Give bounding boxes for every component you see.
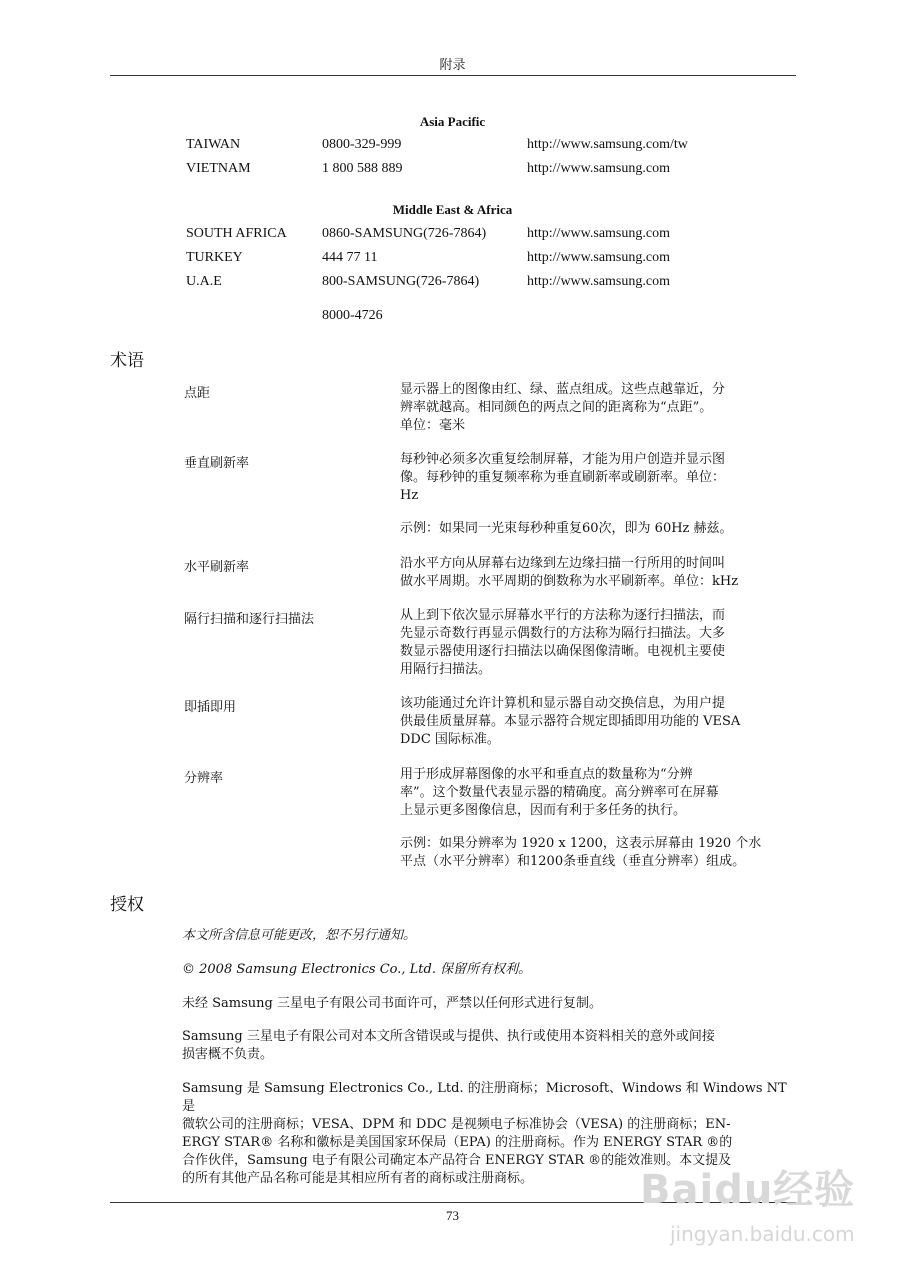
page-header-title: 附录 bbox=[439, 58, 466, 73]
section-heading-glossary: 术语 bbox=[110, 351, 144, 371]
license-notice: 本文所含信息可能更改，恕不另行通知。 bbox=[182, 928, 417, 943]
contact-country: TAIWAN bbox=[186, 137, 241, 152]
definition-line: DDC 国际标准。 bbox=[400, 732, 500, 747]
definition-line: 显示器上的图像由红、绿、蓝点组成。这些点越靠近，分 bbox=[400, 382, 726, 397]
contact-row bbox=[186, 274, 806, 296]
glossary-example bbox=[400, 835, 800, 871]
example-line: 示例：如果同一光束每秒种重复60次，即为 60Hz 赫兹。 bbox=[400, 521, 733, 536]
header-rule bbox=[110, 75, 796, 76]
page-number: 73 bbox=[446, 1208, 459, 1223]
paragraph-line: Samsung 三星电子有限公司对本文所含错误或与提供、执行或使用本资料相关的意外或间接 bbox=[182, 1029, 715, 1044]
glossary-definition bbox=[400, 381, 800, 435]
definition-line: 用于形成屏幕图像的水平和垂直点的数量称为“分辨 bbox=[400, 767, 693, 782]
definition-line: 该功能通过允许计算机和显示器自动交换信息，为用户提 bbox=[400, 696, 726, 711]
definition-line: 单位：毫米 bbox=[400, 418, 466, 433]
definition-line: 每秒钟必须多次重复绘制屏幕，才能为用户创造并显示图 bbox=[400, 452, 726, 467]
contact-phone: 0800-329-999 bbox=[322, 137, 402, 152]
glossary-term: 分辨率 bbox=[184, 771, 224, 786]
contact-url[interactable]: http://www.samsung.com bbox=[527, 250, 670, 265]
contact-url[interactable]: http://www.samsung.com bbox=[527, 226, 670, 241]
contact-phone: 8000-4726 bbox=[322, 308, 383, 323]
definition-line: 先显示奇数行再显示偶数行的方法称为隔行扫描法。大多 bbox=[400, 626, 726, 641]
definition-line: 像。每秒钟的重复频率称为垂直刷新率或刷新率。单位： bbox=[400, 470, 726, 485]
contact-row bbox=[186, 137, 806, 159]
contact-row bbox=[186, 308, 806, 330]
glossary-term: 即插即用 bbox=[184, 700, 237, 715]
region-title-middle-east-africa: Middle East & Africa bbox=[392, 202, 513, 217]
glossary-definition bbox=[400, 607, 800, 679]
contact-country: SOUTH AFRICA bbox=[186, 226, 287, 241]
glossary-term: 垂直刷新率 bbox=[184, 456, 250, 471]
glossary-term: 点距 bbox=[184, 386, 211, 401]
contact-row bbox=[186, 250, 806, 272]
definition-line: 上显示更多图像信息，因而有利于多任务的执行。 bbox=[400, 803, 687, 818]
license-reproduction: 未经 Samsung 三星电子有限公司书面许可，严禁以任何形式进行复制。 bbox=[182, 996, 602, 1011]
paragraph-line: Samsung 是 Samsung Electronics Co., Ltd. 的注册商标；Microsoft、Windows 和 Windows NT 是 bbox=[182, 1081, 787, 1114]
contact-phone: 1 800 588 889 bbox=[322, 161, 403, 176]
definition-line: 供最佳质量屏幕。本显示器符合规定即插即用功能的 VESA bbox=[400, 714, 741, 729]
license-copyright: © 2008 Samsung Electronics Co., Ltd. 保留所有权利。 bbox=[182, 962, 532, 977]
definition-line: 沿水平方向从屏幕右边缘到左边缘扫描一行所用的时间叫 bbox=[400, 556, 726, 571]
watermark-brand: Baidu经验 bbox=[640, 1167, 856, 1213]
contact-phone: 800-SAMSUNG(726-7864) bbox=[322, 274, 480, 289]
definition-line: 做水平周期。水平周期的倒数称为水平刷新率。单位：kHz bbox=[400, 574, 739, 589]
contact-row bbox=[186, 161, 806, 183]
contact-phone: 444 77 11 bbox=[322, 250, 378, 265]
contact-country: TURKEY bbox=[186, 250, 243, 265]
glossary-example bbox=[400, 520, 800, 538]
definition-line: 从上到下依次显示屏幕水平行的方法称为逐行扫描法，而 bbox=[400, 608, 726, 623]
contact-url[interactable]: http://www.samsung.com/tw bbox=[527, 137, 688, 152]
definition-line: 用隔行扫描法。 bbox=[400, 662, 492, 677]
definition-line: 数显示器使用逐行扫描法以确保图像清晰。电视机主要使 bbox=[400, 644, 726, 659]
glossary-term: 水平刷新率 bbox=[184, 560, 250, 575]
watermark-url: jingyan.baidu.com bbox=[670, 1222, 855, 1246]
paragraph-line: ERGY STAR® 名称和徽标是美国国家环保局（EPA) 的注册商标。作为 ENERGY STAR ®的 bbox=[182, 1135, 733, 1150]
paragraph-line: 损害概不负责。 bbox=[182, 1047, 274, 1062]
definition-line: 辨率就越高。相同颜色的两点之间的距离称为“点距”。 bbox=[400, 400, 713, 415]
paragraph-line: 合作伙伴，Samsung 电子有限公司确定本产品符合 ENERGY STAR ®的能效准则。本文提及 bbox=[182, 1153, 732, 1168]
region-title-asia-pacific: Asia Pacific bbox=[419, 114, 486, 129]
glossary-definition bbox=[400, 695, 800, 749]
section-heading-license: 授权 bbox=[110, 895, 144, 915]
license-liability bbox=[182, 1028, 802, 1064]
contact-country: VIETNAM bbox=[186, 161, 251, 176]
contact-url[interactable]: http://www.samsung.com bbox=[527, 161, 670, 176]
paragraph-line: 微软公司的注册商标；VESA、DPM 和 DDC 是视频电子标准协会（VESA) 的注册商标；EN- bbox=[182, 1117, 731, 1132]
example-line: 平点（水平分辨率）和1200条垂直线（垂直分辨率）组成。 bbox=[400, 854, 746, 869]
glossary-definition bbox=[400, 451, 800, 505]
contact-url[interactable]: http://www.samsung.com bbox=[527, 274, 670, 289]
glossary-term: 隔行扫描和逐行扫描法 bbox=[184, 612, 315, 627]
contact-country: U.A.E bbox=[186, 274, 222, 289]
example-line: 示例：如果分辨率为 1920 x 1200，这表示屏幕由 1920 个水 bbox=[400, 836, 762, 851]
definition-line: Hz bbox=[400, 488, 419, 503]
contact-phone: 0860-SAMSUNG(726-7864) bbox=[322, 226, 487, 241]
paragraph-line: 的所有其他产品名称可能是其相应所有者的商标或注册商标。 bbox=[182, 1171, 534, 1186]
glossary-definition bbox=[400, 766, 800, 820]
glossary-definition bbox=[400, 555, 800, 591]
contact-row bbox=[186, 226, 806, 248]
definition-line: 率”。这个数量代表显示器的精确度。高分辨率可在屏幕 bbox=[400, 785, 719, 800]
baidu-watermark bbox=[640, 1150, 895, 1275]
